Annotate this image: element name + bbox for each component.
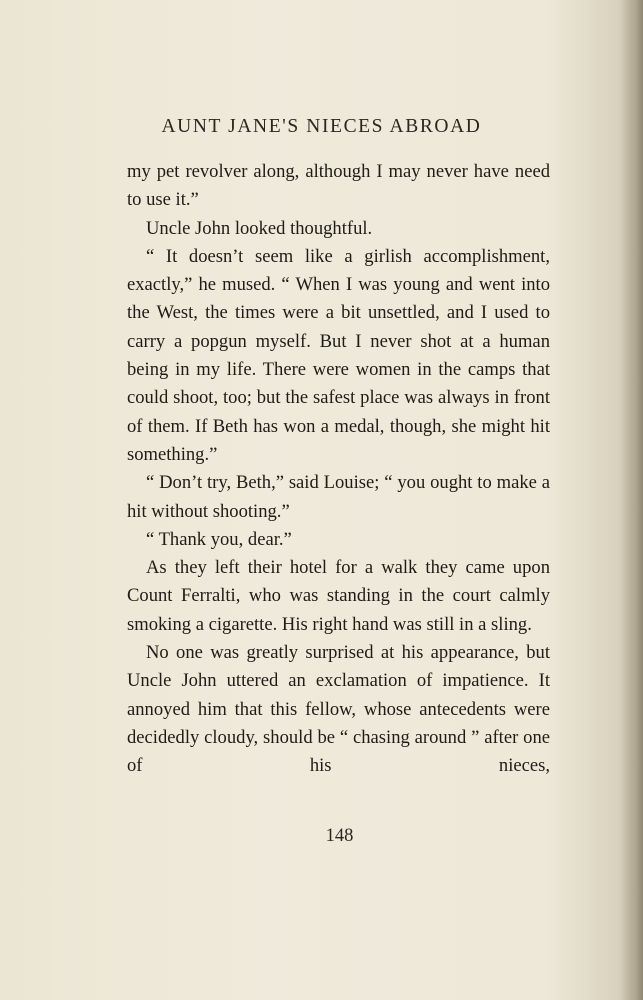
paragraph-continuation: my pet revolver along, although I may never have need to use it.” — [127, 161, 550, 211]
body-text — [127, 158, 550, 781]
paragraph: As they left their hotel for a walk they came upon Count Ferralti, who was standing in the court calmly smoking a cigarette. His right hand was still in a sling. — [127, 557, 550, 635]
paragraph: “ It doesn’t seem like a girlish accomplishment, exactly,” he mused. “ When I was young and went into the West, the times were a bit unsettled, and I used to carry a popgun myself. But I never shot at a human being in my life. There were women in the camps that could shoot, too; but the safest place was always in front of them. If Beth has won a medal, though, she might hit something.” — [127, 245, 550, 465]
paragraph: “ Thank you, dear.” — [146, 528, 292, 550]
paragraph: “ Don’t try, Beth,” said Louise; “ you ought to make a hit without shooting.” — [127, 472, 550, 522]
page-number: 148 — [325, 826, 354, 846]
running-head: AUNT JANE'S NIECES ABROAD — [161, 116, 482, 137]
paragraph: Uncle John looked thoughtful. — [146, 217, 373, 239]
paragraph-continues: No one was greatly surprised at his appearance, but Uncle John uttered an exclamation of impatience. It annoyed him that this fellow, whose antecedents were decidedly cloudy, should be “ chasing around ” after one of his nieces, — [127, 642, 550, 777]
page-gutter-shadow — [621, 0, 643, 1000]
